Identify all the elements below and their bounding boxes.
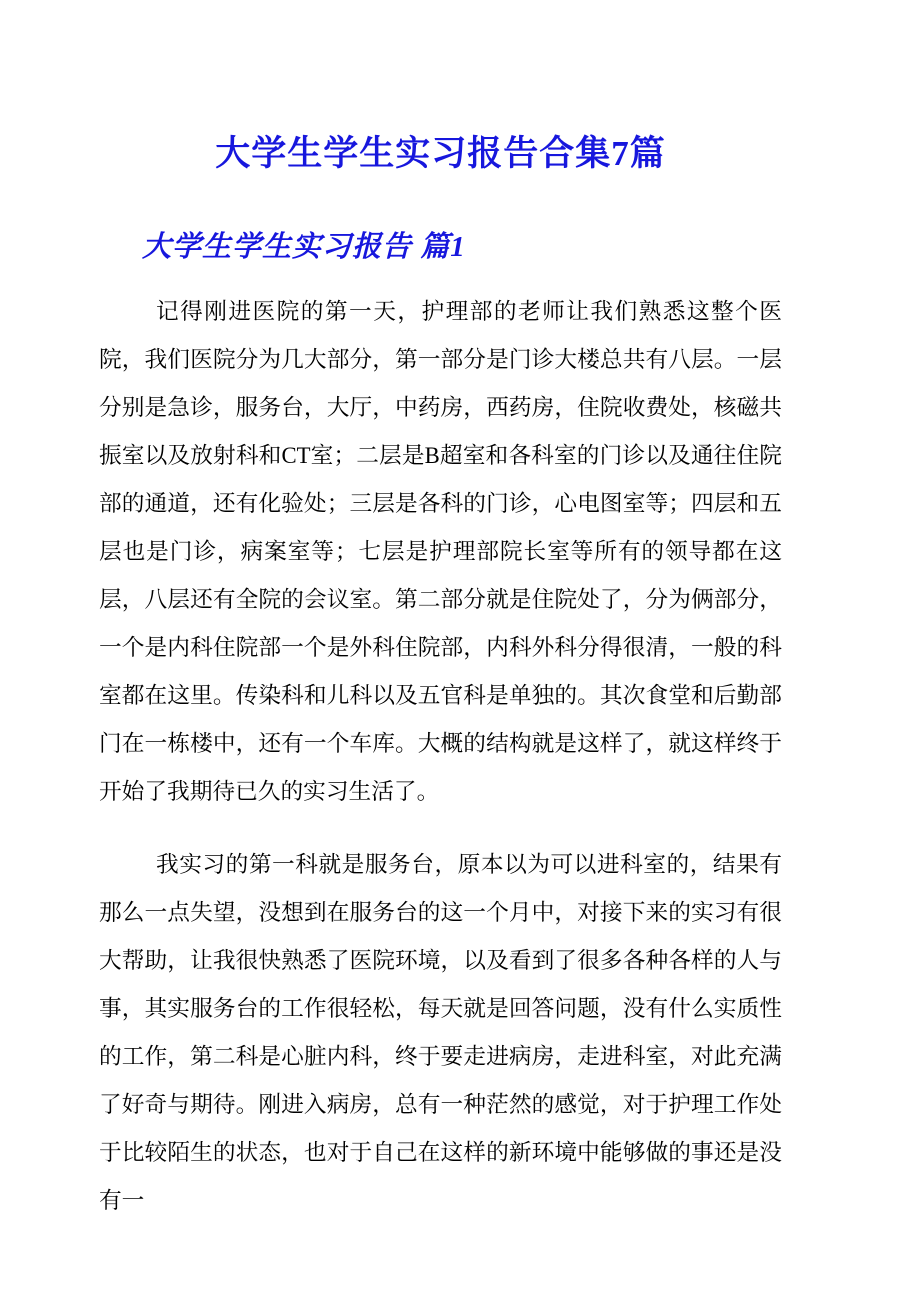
- paragraph-hospital-layout: 记得刚进医院的第一天，护理部的老师让我们熟悉这整个医院，我们医院分为几大部分，第一部分是门诊大楼总共有八层。一层分别是急诊，服务台，大厅，中药房，西药房，住院收费处，核磁共振室以及放射科和CT室；二层是B超室和各科室的门诊以及通往住院部的通道，还有化验处；三层是各科的门诊，心电图室等；四层和五层也是门诊，病案室等；七层是护理部院长室等所有的领导都在这层，八层还有全院的会议室。第二部分就是住院处了，分为俩部分，一个是内科住院部一个是外科住院部，内科外科分得很清，一般的科室都在这里。传染科和儿科以及五官科是单独的。其次食堂和后勤部门在一栋楼中，还有一个车库。大概的结构就是这样了，就这样终于开始了我期待已久的实习生活了。: [99, 298, 782, 804]
- section-heading-part-1: 大学生学生实习报告 篇1: [142, 231, 466, 264]
- document-title: 大学生学生实习报告合集7篇: [215, 134, 666, 173]
- paragraph-service-desk: 我实习的第一科就是服务台，原本以为可以进科室的，结果有那么一点失望，没想到在服务台的这一个月中，对接下来的实习有很大帮助，让我很快熟悉了医院环境，以及看到了很多各种各样的人与事，其实服务台的工作很轻松，每天就是回答问题，没有什么实质性的工作，第二科是心脏内科，终于要走进病房，走进科室，对此充满了好奇与期待。刚进入病房，总有一种茫然的感觉，对于护理工作处于比较陌生的状态，也对于自己在这样的新环境中能够做的事还是没有一: [99, 851, 782, 1213]
